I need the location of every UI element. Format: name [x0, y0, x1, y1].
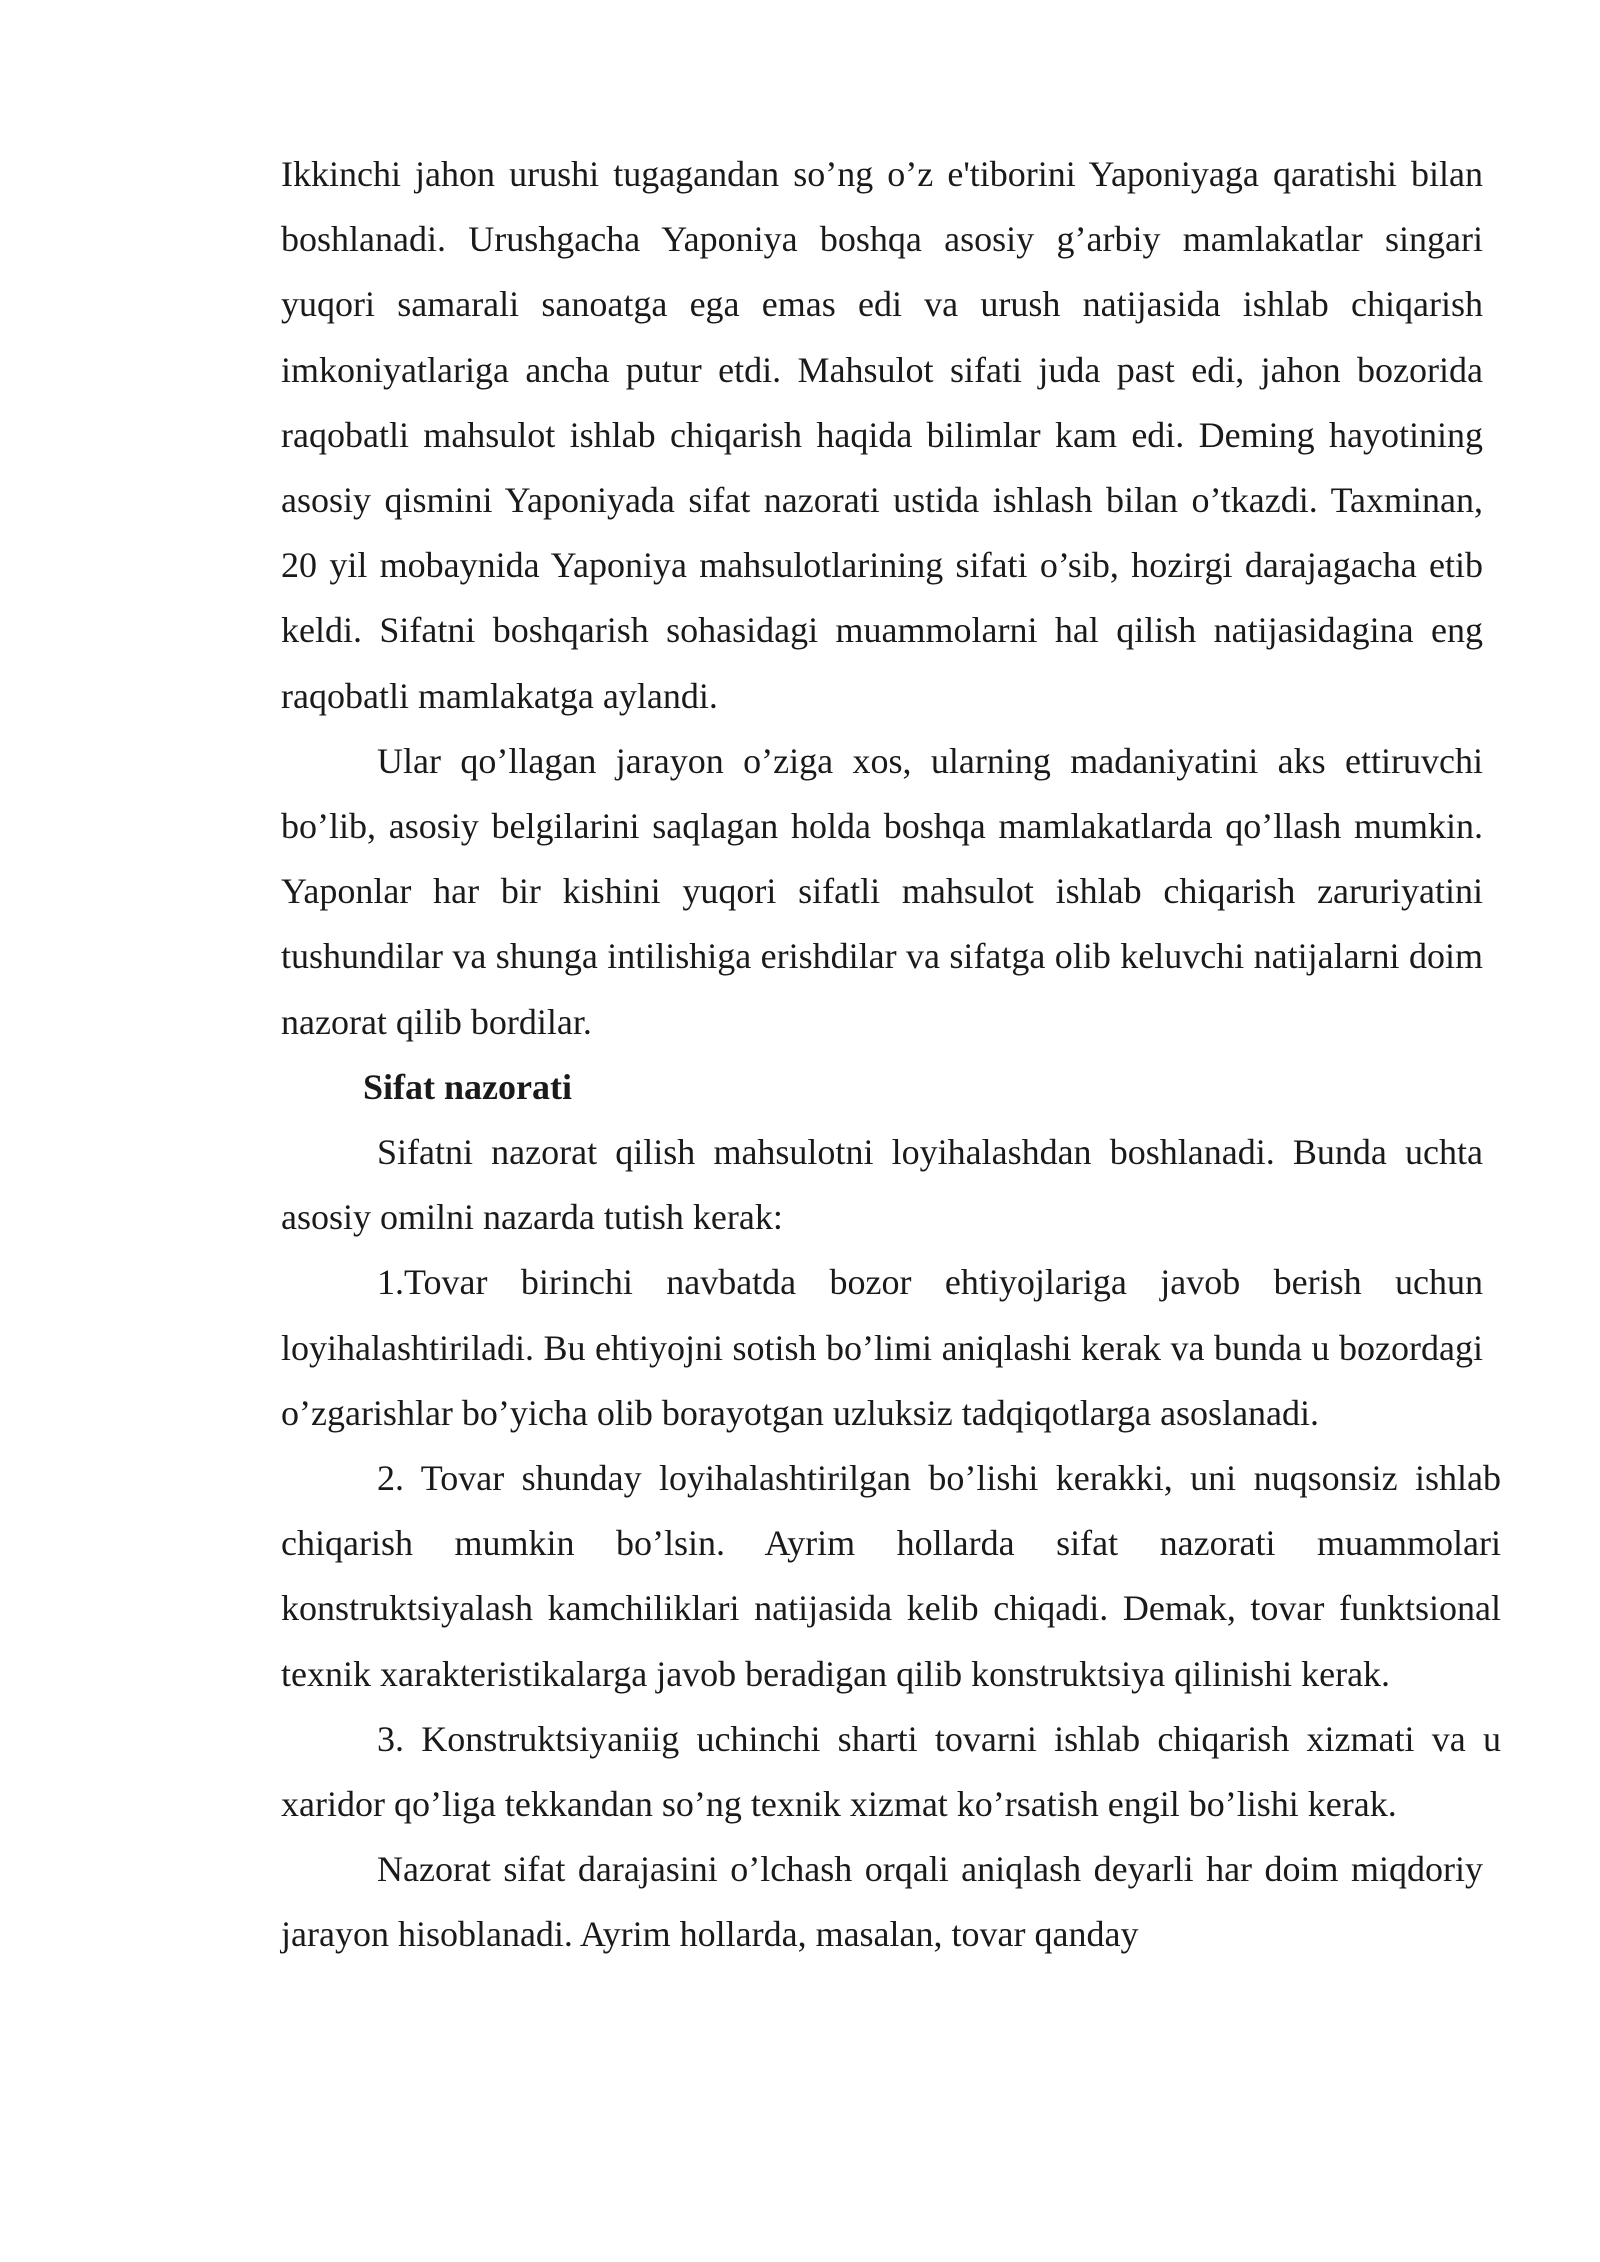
list-item-1: 1.Tovar birinchi navbatda bozor ehtiyojlariga javob berish uchun loyihalashtiriladi. Bu ehtiyojni sotish bo’limi aniqlashi kerak va bunda u bozordagi o’zgarishlar bo’yicha olib borayotgan uzluksiz tadqiqotlarga asoslanadi. — [281, 1262, 1483, 1433]
section-heading: Sifat nazorati — [363, 1066, 572, 1107]
paragraph-deming-japan: Ikkinchi jahon urushi tugagandan so’ng o’z e'tiborini Yaponiyaga qaratishi bilan boshlanadi. Urushgacha Yaponiya boshqa asosiy g’arbiy mamlakatlar singari yuqori samarali sanoatga ega emas edi va urush natijasida ishlab chiqarish imkoniyatlariga ancha putur etdi. Mahsulot sifati juda past edi, jahon bozorida raqobatli mahsulot ishlab chiqarish haqida bilimlar kam edi. Deming hayotining asosiy qismini Yaponiyada sifat nazorati ustida ishlash bilan o’tkazdi. Taxminan, 20 yil mobaynida Yaponiya mahsulotlarining sifati o’sib, hozirgi darajagacha etib keldi. Sifatni boshqarish sohasidagi muammolarni hal qilish natijasidagina eng raqobatli mamlakatga aylandi. — [281, 154, 1483, 716]
paragraph-measurement: Nazorat sifat darajasini o’lchash orqali aniqlash deyarli har doim miqdoriy jarayon hisoblanadi. Ayrim hollarda, masalan, tovar qanday — [281, 1849, 1483, 1955]
list-item-3: 3. Konstruktsiyaniig uchinchi sharti tovarni ishlab chiqarish xizmati va u xaridor qo’liga tekkandan so’ng texnik xizmat ko’rsatish engil bo’lishi kerak. — [281, 1718, 1501, 1825]
document-body — [281, 142, 1501, 1968]
list-item-2: 2. Tovar shunday loyihalashtirilgan bo’lishi kerakki, uni nuqsonsiz ishlab chiqarish mumkin bo’lsin. Ayrim hollarda sifat nazorati muammolari konstruktsiyalash kamchiliklari natijasida kelib chiqadi. Demak, tovar funktsional texnik xarakteristikalarga javob beradigan qilib konstruktsiya qilinishi kerak. — [281, 1458, 1501, 1694]
paragraph-quality-control-intro: Sifatni nazorat qilish mahsulotni loyihalashdan boshlanadi. Bunda uchta asosiy omilni nazarda tutish kerak: — [281, 1132, 1483, 1238]
paragraph-japanese-process: Ular qo’llagan jarayon o’ziga xos, ularning madaniyatini aks ettiruvchi bo’lib, asosiy belgilarini saqlagan holda boshqa mamlakatlarda qo’llash mumkin. Yaponlar har bir kishini yuqori sifatli mahsulot ishlab chiqarish zaruriyatini tushundilar va shunga intilishiga erishdilar va sifatga olib keluvchi natijalarni doim nazorat qilib bordilar. — [281, 740, 1483, 1042]
